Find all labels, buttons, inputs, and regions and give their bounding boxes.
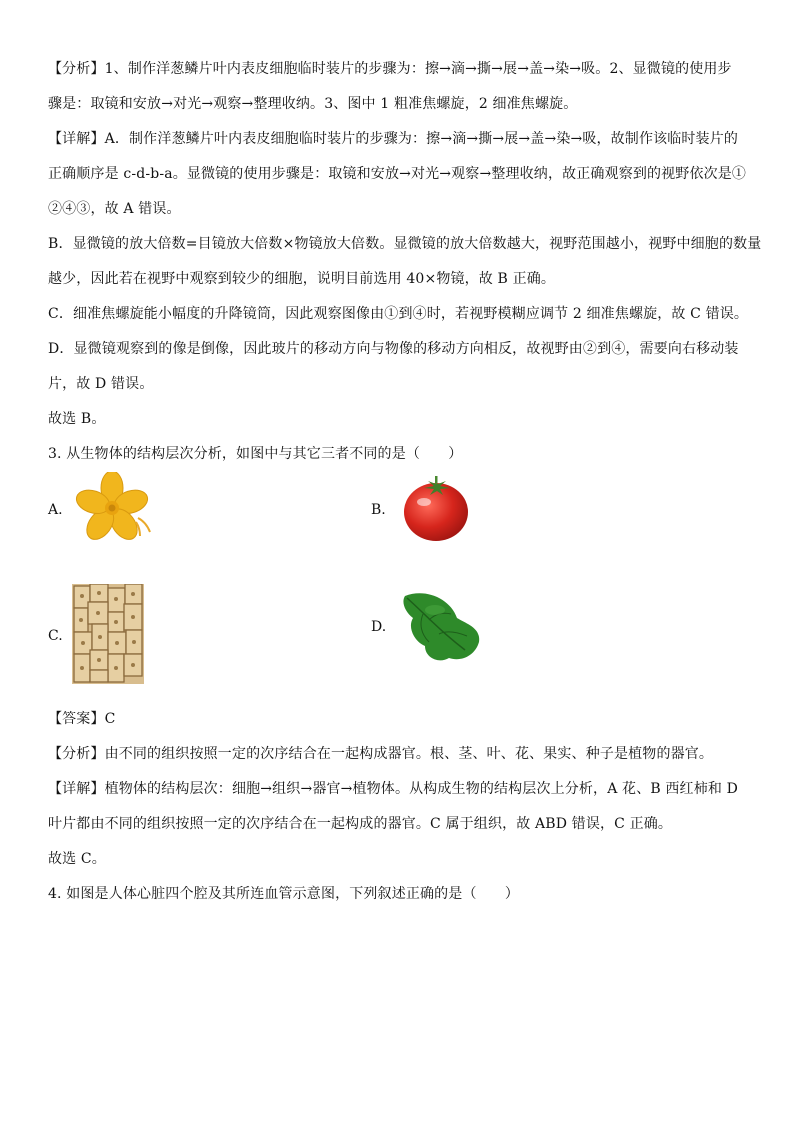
detail-2-line-1: 【详解】植物体的结构层次：细胞→组织→器官→植物体。从构成生物的结构层次上分析，A 花、B 西红柿和 D: [48, 781, 738, 797]
options-row-ab: [48, 472, 750, 584]
answer-tag: 【答案】: [48, 711, 105, 727]
detail-2-line-2: 叶片都由不同的组织按照一定的次序结合在一起构成的器官。C 属于组织，故 ABD 错误，C 正确。: [48, 816, 673, 832]
detail-2-tag: 【详解】: [48, 781, 105, 797]
option-c[interactable]: [48, 584, 144, 688]
analysis-2-tag: 【分析】: [48, 746, 105, 762]
option-d[interactable]: [371, 584, 485, 670]
flower-image: [72, 472, 154, 548]
analysis-line-1: 【分析】1、制作洋葱鳞片叶内表皮细胞临时装片的步骤为：擦→滴→撕→展→盖→染→吸。2、显微镜的使用步: [48, 61, 732, 77]
analysis-tag: 【分析】: [48, 61, 105, 77]
options-row-cd: [48, 584, 750, 702]
option-b[interactable]: [371, 472, 477, 548]
option-d-label: D.: [371, 619, 387, 635]
leaf-image: [395, 584, 485, 670]
detail-b-line-1: B．显微镜的放大倍数=目镜放大倍数×物镜放大倍数。显微镜的放大倍数越大，视野范围越小，视野中细胞的数量: [48, 236, 762, 252]
detail-tag: 【详解】: [48, 131, 105, 147]
question-4-stem: 4. 如图是人体心脏四个腔及其所连血管示意图，下列叙述正确的是（ ）: [48, 886, 520, 902]
option-c-label: C.: [48, 628, 63, 644]
answer-value: C: [104, 711, 116, 727]
detail-line-3: ②④③，故 A 错误。: [48, 201, 181, 217]
analysis-line-2: 骤是：取镜和安放→对光→观察→整理收纳。3、图中 1 粗准焦螺旋，2 细准焦螺旋。: [48, 96, 578, 112]
option-a-label: A.: [48, 502, 63, 518]
answer-line: [48, 702, 750, 737]
detail-2-choice: 故选 C。: [48, 851, 106, 867]
option-a[interactable]: [48, 472, 154, 548]
detail-d-line-1: D．显微镜观察到的像是倒像，因此玻片的移动方向与物像的移动方向相反，故视野由②到④，需要向右移动装: [48, 341, 739, 357]
detail-b-line-2: 越少，因此若在视野中观察到较少的细胞，说明目前选用 40×物镜，故 B 正确。: [48, 271, 556, 287]
detail-line-1: 【详解】A．制作洋葱鳞片叶内表皮细胞临时装片的步骤为：擦→滴→撕→展→盖→染→吸，故制作该临时装片的: [48, 131, 738, 147]
detail-d-line-2: 片，故 D 错误。: [48, 376, 154, 392]
detail-line-2: 正确顺序是 c-d-b-a。显微镜的使用步骤是：取镜和安放→对光→观察→整理收纳，故正确观察到的视野依次是①: [48, 166, 747, 182]
document-page: [48, 52, 762, 912]
onion-cells-image: [72, 584, 144, 688]
analysis-2-line: 【分析】由不同的组织按照一定的次序结合在一起构成器官。根、茎、叶、花、果实、种子是植物的器官。: [48, 746, 714, 762]
option-b-label: B.: [371, 502, 386, 518]
question-3-stem: 3. 从生物体的结构层次分析，如图中与其它三者不同的是（ ）: [48, 446, 463, 462]
detail-choice: 故选 B。: [48, 411, 106, 427]
detail-c-line: C．细准焦螺旋能小幅度的升降镜筒，因此观察图像由①到④时，若视野模糊应调节 2 细准焦螺旋，故 C 错误。: [48, 306, 749, 322]
tomato-image: [395, 472, 477, 548]
